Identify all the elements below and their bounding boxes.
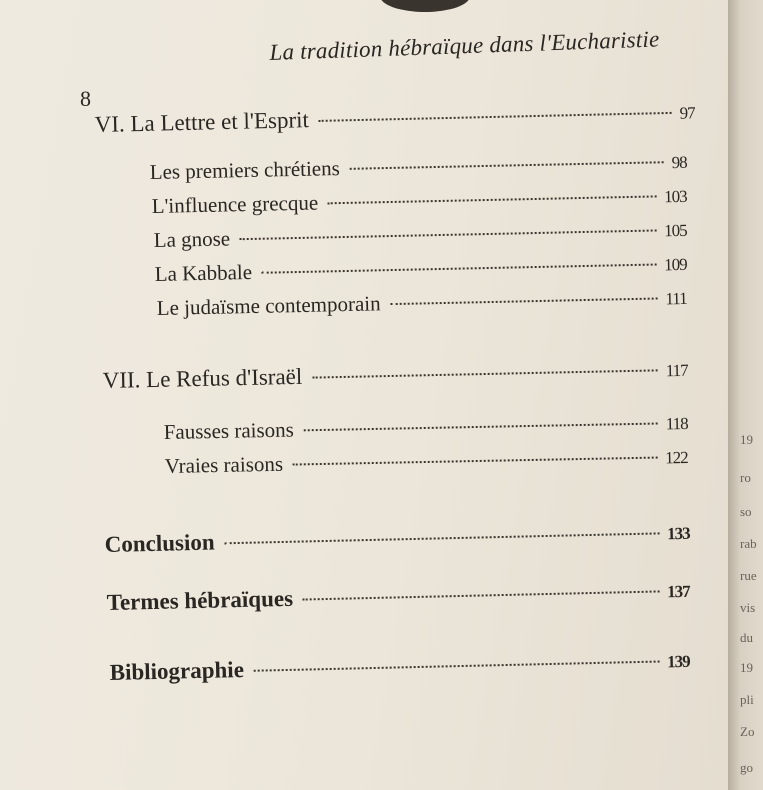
toc-label: Conclusion [104,529,215,558]
fragment: Zo [740,724,755,739]
toc-page: 137 [666,581,690,602]
fragment: du [740,630,753,645]
dot-leader [303,590,659,600]
toc-label: VII. Le Refus d'Israël [102,363,303,394]
toc-label: La Kabbale [154,259,253,287]
toc-label: Fausses raisons [163,417,295,445]
page-number: 8 [80,86,91,111]
fragment: rab [740,536,757,551]
dot-leader [350,161,664,170]
dot-leader [254,661,659,672]
fragment: rue [740,568,757,583]
toc-entry[interactable] [164,410,688,445]
dot-leader [319,112,672,122]
toc-entry[interactable] [156,285,686,321]
toc-page: 103 [663,186,687,207]
toc-page: 117 [665,360,688,381]
toc-page: 133 [666,523,690,544]
toc-label: Vraies raisons [164,451,284,479]
toc-page: 111 [665,288,687,309]
toc-page: 97 [679,103,695,123]
adjacent-page-edge [728,0,763,790]
toc-label: La gnose [153,226,231,253]
toc-label: L'influence grecque [151,190,319,219]
toc-entry-chapter-vi[interactable] [94,98,694,138]
toc-entry[interactable] [149,149,686,185]
dot-leader [304,423,658,432]
toc-entry[interactable] [165,444,688,479]
toc-label: Le judaïsme contemporain [156,291,381,321]
dot-leader [225,532,659,544]
toc-page: 122 [665,447,688,468]
fragment: 19 [740,432,753,447]
toc-entry[interactable] [151,183,686,219]
toc-entry-bibliographie[interactable] [109,647,689,686]
dot-leader [293,457,657,466]
toc-page: 98 [671,152,687,173]
toc-label: Termes hébraïques [106,585,294,616]
dot-leader [391,298,658,306]
fragment: vis [740,600,756,615]
toc-entry-conclusion[interactable] [104,519,689,558]
shadow-object [380,0,470,12]
dot-leader [312,369,658,378]
toc-label: Bibliographie [109,656,245,686]
toc-page: 109 [663,254,687,275]
fragment: pli [740,692,754,707]
fragment: so [740,504,752,519]
fragment: ro [740,470,751,485]
dot-leader [328,195,656,204]
fragment: 19 [740,660,753,675]
dot-leader [262,264,656,274]
fragment: go [740,760,753,775]
dot-leader [240,229,656,240]
toc-label: Les premiers chrétiens [149,156,341,185]
toc-entry-chapter-vii[interactable] [102,356,687,394]
toc-page: 105 [663,220,687,241]
toc-entry-termes[interactable] [106,577,689,616]
toc-entry[interactable] [154,251,686,287]
toc-entry[interactable] [153,217,686,253]
toc-label: VI. La Lettre et l'Esprit [94,107,310,138]
running-header: La tradition hébraïque dans l'Eucharistie [269,26,660,66]
toc-page: 118 [665,413,688,434]
toc-page: 139 [666,651,690,672]
